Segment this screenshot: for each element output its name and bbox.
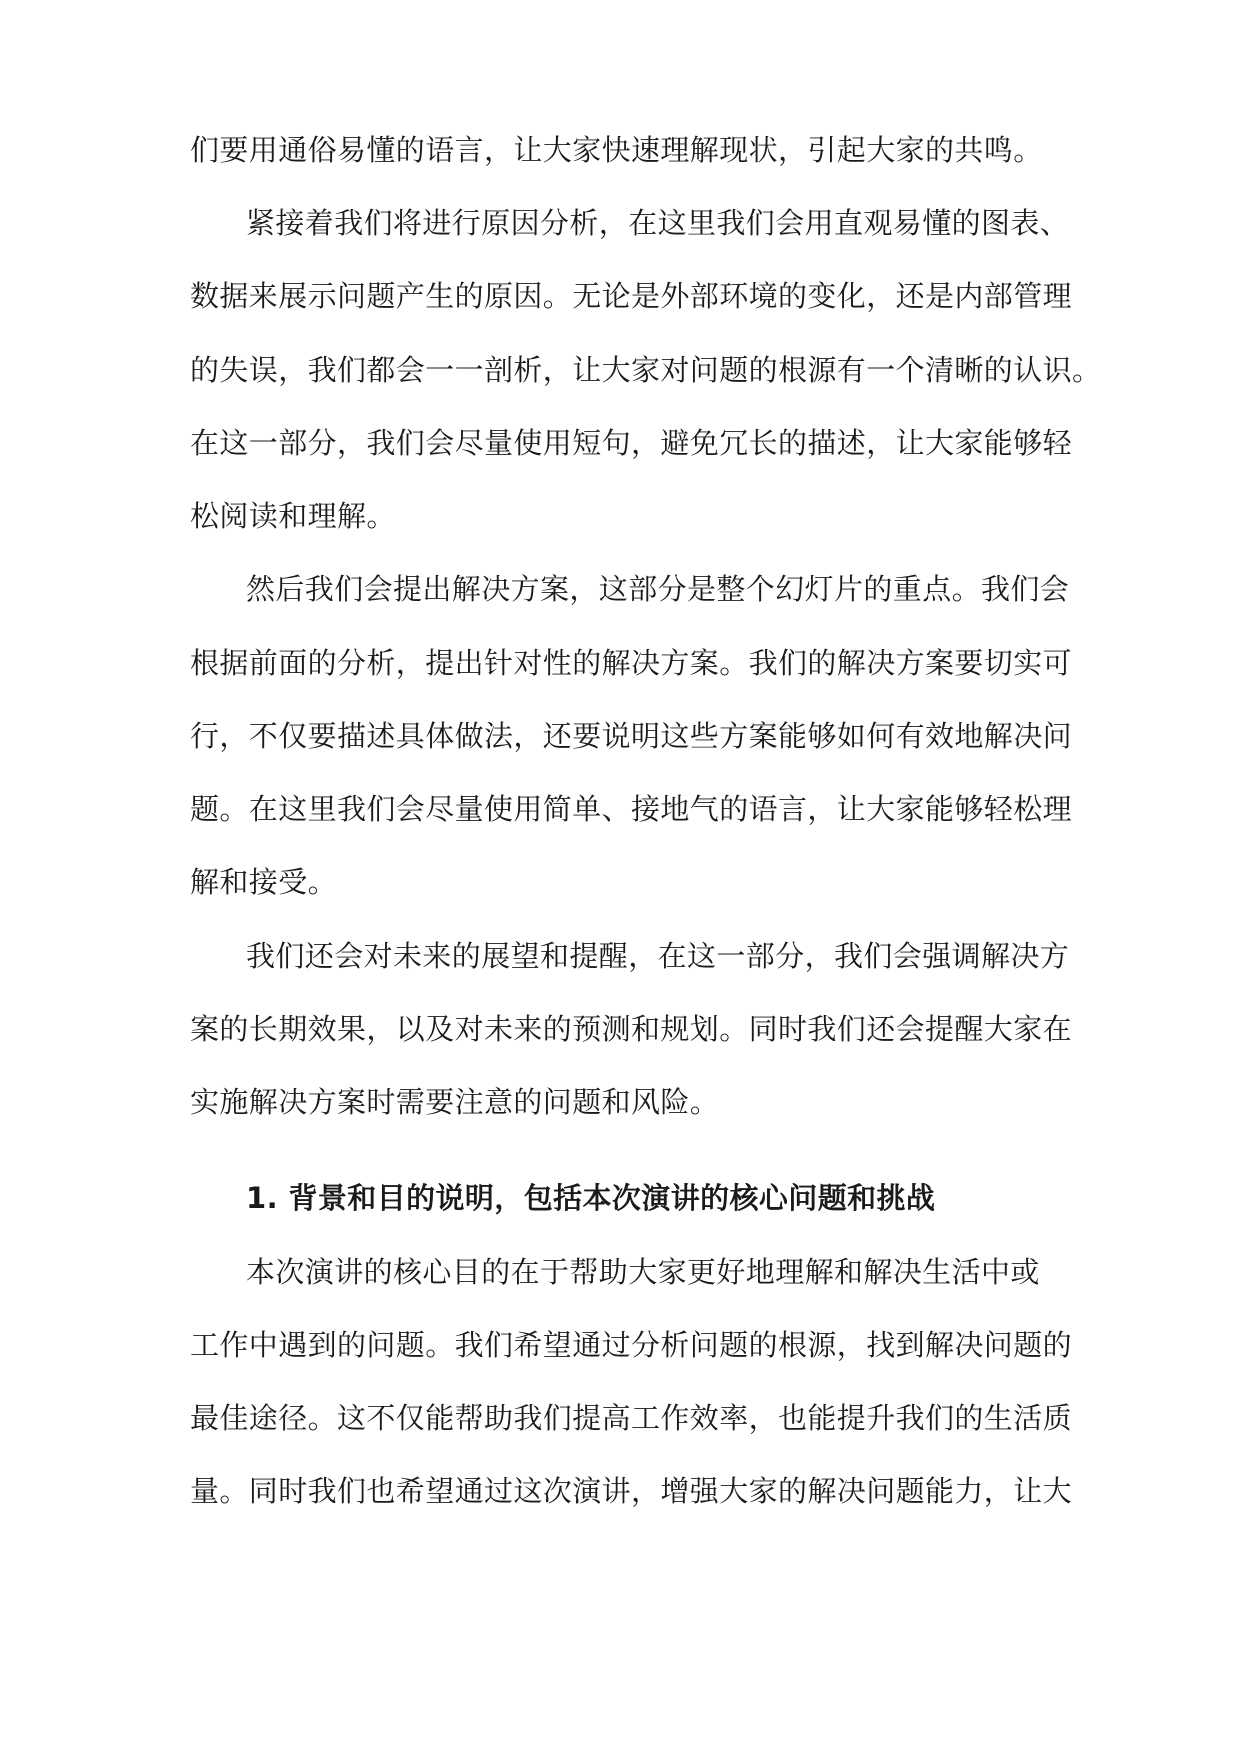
text-line: 我们还会对未来的展望和提醒，在这一部分，我们会强调解决方 [246, 939, 1070, 973]
section-heading: 1. 背景和目的说明，包括本次演讲的核心问题和挑战 [246, 1181, 936, 1215]
text-line: 工作中遇到的问题。我们希望通过分析问题的根源，找到解决问题的 [190, 1328, 1073, 1362]
text-line: 根据前面的分析，提出针对性的解决方案。我们的解决方案要切实可 [190, 646, 1073, 680]
text-line: 紧接着我们将进行原因分析，在这里我们会用直观易懂的图表、 [246, 206, 1070, 240]
text-line: 数据来展示问题产生的原因。无论是外部环境的变化，还是内部管理 [190, 279, 1073, 313]
text-line: 松阅读和理解。 [190, 499, 396, 533]
text-line: 的失误，我们都会一一剖析，让大家对问题的根源有一个清晰的认识。 [190, 353, 1102, 387]
text-line: 解和接受。 [190, 865, 338, 899]
text-line: 本次演讲的核心目的在于帮助大家更好地理解和解决生活中或 [246, 1255, 1040, 1289]
text-line: 最佳途径。这不仅能帮助我们提高工作效率，也能提升我们的生活质 [190, 1401, 1073, 1435]
text-line: 然后我们会提出解决方案，这部分是整个幻灯片的重点。我们会 [246, 572, 1070, 606]
text-line: 实施解决方案时需要注意的问题和风险。 [190, 1085, 720, 1119]
text-line: 案的长期效果，以及对未来的预测和规划。同时我们还会提醒大家在 [190, 1012, 1073, 1046]
text-line: 行，不仅要描述具体做法，还要说明这些方案能够如何有效地解决问 [190, 719, 1073, 753]
text-line: 们要用通俗易懂的语言，让大家快速理解现状，引起大家的共鸣。 [190, 133, 1043, 167]
text-line: 量。同时我们也希望通过这次演讲，增强大家的解决问题能力，让大 [190, 1474, 1073, 1508]
text-line: 题。在这里我们会尽量使用简单、接地气的语言，让大家能够轻松理 [190, 792, 1073, 826]
text-line: 在这一部分，我们会尽量使用短句，避免冗长的描述，让大家能够轻 [190, 426, 1073, 460]
